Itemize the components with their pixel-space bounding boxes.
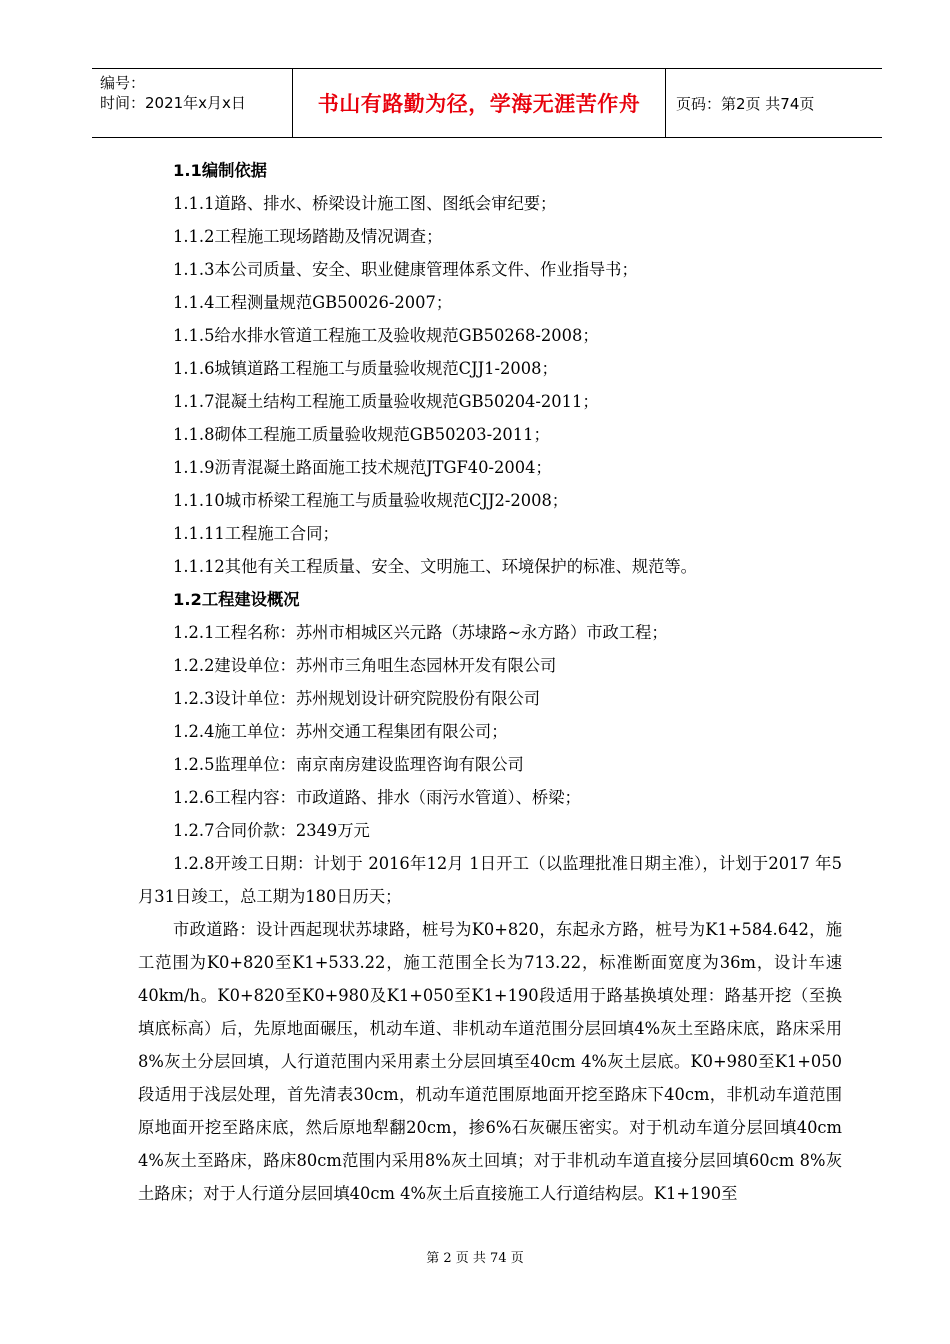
body-paragraph: 1.1.7混凝土结构工程施工质量验收规范GB50204-2011；	[173, 392, 599, 411]
body-paragraph: 1.1.9沥青混凝土路面施工技术规范JTGF40-2004；	[173, 458, 552, 477]
body-paragraph: 1.2.4施工单位：苏州交通工程集团有限公司；	[173, 722, 508, 741]
body-paragraph: 1.1.3本公司质量、安全、职业健康管理体系文件、作业指导书；	[173, 260, 638, 279]
section-heading: 1.1编制依据	[173, 161, 267, 180]
header-page-number: 页码：第2页 共74页	[676, 94, 815, 113]
body-paragraph: 1.1.2工程施工现场踏勘及情况调查；	[173, 227, 443, 246]
body-paragraph: 市政道路：设计西起现状苏埭路，桩号为K0+820，东起永方路，桩号为K1+584.642，施工范围为K0+820至K1+533.22，施工范围全长为713.22，标准断面宽度为36m，设计车速40km/h。K0+820至K0+980及K1+050至K1+190段适用于路基换填处理：路基开挖（至换填底标高）后，先原地面碾压，机动车道、非机动车道范围分层回填4%灰土至路床底，路床采用8%灰土分层回填，人行道范围内采用素土分层回填至40cm 4%灰土层底。K0+980至K1+050段适用于浅层处理，首先清表30cm，机动车道范围原地面开挖至路床下40cm，非机动车道范围原地面开挖至路床底，然后原地犁翻20cm，掺6%石灰碾压密实。对于机动车道分层回填40cm 4%灰土至路床，路床80cm范围内采用8%灰土回填；对于非机动车道直接分层回填60cm 8%灰土路床；对于人行道分层回填40cm 4%灰土后直接施工人行道结构层。K1+190至	[138, 920, 842, 1203]
body-paragraph: 1.2.1工程名称：苏州市相城区兴元路（苏埭路~永方路）市政工程；	[173, 623, 668, 642]
body-paragraph: 1.2.7合同价款：2349万元	[173, 821, 370, 840]
section-heading: 1.2工程建设概况	[173, 590, 300, 609]
body-paragraph: 1.2.6工程内容：市政道路、排水（雨污水管道）、桥梁；	[173, 788, 581, 807]
body-paragraph: 1.1.12其他有关工程质量、安全、文明施工、环境保护的标准、规范等。	[173, 557, 697, 576]
header-page-cell	[666, 69, 882, 137]
document-body	[138, 154, 842, 1210]
document-time-label: 时间：2021年x月x日	[100, 94, 246, 112]
body-paragraph: 1.1.5给水排水管道工程施工及验收规范GB50268-2008；	[173, 326, 599, 345]
body-paragraph: 1.2.2建设单位：苏州市三角咀生态园林开发有限公司	[173, 656, 557, 675]
body-paragraph: 1.1.8砌体工程施工质量验收规范GB50203-2011；	[173, 425, 550, 444]
body-paragraph: 1.1.6城镇道路工程施工与质量验收规范CJJ1-2008；	[173, 359, 558, 378]
page-footer: 第 2 页 共 74 页	[426, 1251, 524, 1266]
body-paragraph: 1.2.8开竣工日期：计划于 2016年12月 1日开工（以监理批准日期主准），计划于2017 年5月31日竣工，总工期为180日历天；	[138, 854, 842, 906]
header-motto: 书山有路勤为径，学海无涯苦作舟	[317, 92, 641, 116]
body-paragraph: 1.1.10城市桥梁工程施工与质量验收规范CJJ2-2008；	[173, 491, 569, 510]
document-number-label: 编号：	[100, 74, 146, 92]
body-paragraph: 1.1.1道路、排水、桥梁设计施工图、图纸会审纪要；	[173, 194, 557, 213]
body-paragraph: 1.2.3设计单位：苏州规划设计研究院股份有限公司	[173, 689, 541, 708]
body-paragraph: 1.1.4工程测量规范GB50026-2007；	[173, 293, 453, 312]
page-header	[92, 68, 882, 138]
header-left-cell	[92, 69, 293, 137]
body-paragraph: 1.1.11工程施工合同；	[173, 524, 339, 543]
header-motto-cell	[293, 69, 666, 137]
body-paragraph: 1.2.5监理单位：南京南房建设监理咨询有限公司	[173, 755, 524, 774]
